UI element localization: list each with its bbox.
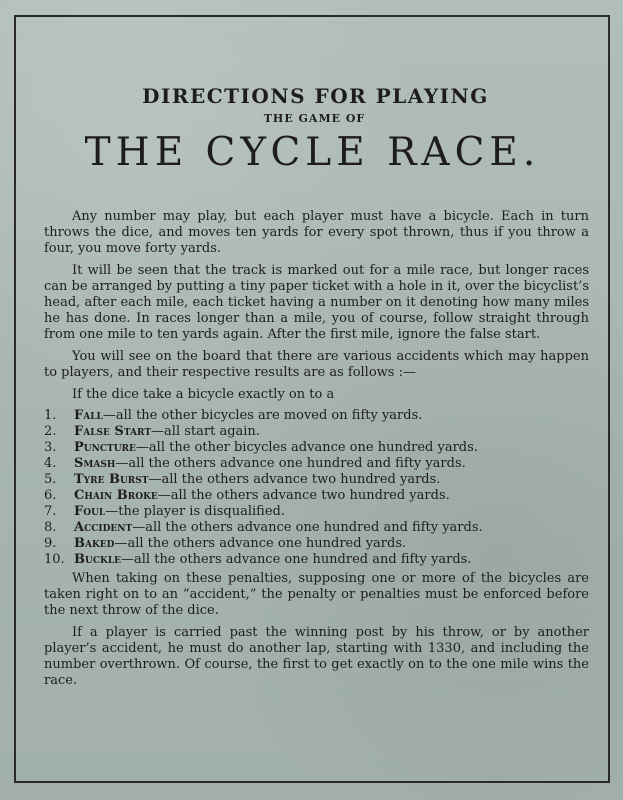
- penalty-item: [44, 552, 589, 568]
- penalty-item: [44, 440, 589, 456]
- penalty-term: Chain Broke: [74, 488, 158, 503]
- penalty-number: 10.: [44, 552, 65, 567]
- penalty-desc: —all start again.: [151, 424, 260, 439]
- penalty-term: Smash: [74, 456, 116, 471]
- penalty-desc: —all the other bicycles advance one hundred yards.: [135, 440, 478, 455]
- penalty-term: False Start: [74, 424, 152, 439]
- penalty-number: 6.: [44, 488, 57, 503]
- penalty-desc: —all the others advance one hundred and fifty yards.: [115, 456, 466, 471]
- penalty-number: 1.: [44, 408, 57, 423]
- penalty-number: 7.: [44, 504, 57, 519]
- penalty-number: 8.: [44, 520, 57, 535]
- penalty-text: [74, 472, 440, 488]
- penalty-number: 2.: [44, 424, 57, 439]
- rule-paragraph-3: You will see on the board that there are various accidents which may happen to players, and their respective results are as follows :—: [44, 349, 589, 380]
- penalty-desc: —all the others advance one hundred and fifty yards.: [132, 520, 483, 535]
- penalty-text: [74, 552, 471, 568]
- penalty-desc: —all the others advance two hundred yards.: [157, 488, 450, 503]
- penalty-item: [44, 408, 589, 424]
- penalty-text: [74, 504, 285, 520]
- penalty-term: Buckle: [74, 552, 122, 567]
- penalties-list: [44, 408, 589, 568]
- penalty-term: Foul: [74, 504, 106, 519]
- penalty-term: Puncture: [74, 440, 136, 455]
- subheading: THE GAME OF: [263, 112, 366, 125]
- penalty-term: Accident: [74, 520, 133, 535]
- penalty-item: [44, 456, 589, 472]
- penalty-term: Fall: [74, 408, 103, 423]
- penalty-desc: —all the other bicycles are moved on fifty yards.: [102, 408, 423, 423]
- penalty-item: [44, 520, 589, 536]
- penalty-desc: —all the others advance one hundred and fifty yards.: [121, 552, 472, 567]
- penalty-number: 9.: [44, 536, 57, 551]
- game-title: THE CYCLE RACE.: [84, 130, 541, 175]
- penalty-item: [44, 504, 589, 520]
- rule-paragraph-1: Any number may play, but each player must have a bicycle. Each in turn throws the dice, and moves ten yards for every spot thrown, thus if you throw a four, you move forty yards.: [44, 209, 589, 256]
- penalty-desc: —the player is disqualified.: [105, 504, 285, 519]
- penalty-text: [74, 536, 406, 552]
- rule-paragraph-2: It will be seen that the track is marked out for a mile race, but longer races can be arranged by putting a tiny paper ticket with a hole in it, over the bicyclist’s head, after each mile, each ticket having a number on it denoting how many miles he has done. In races longer than a mile, you of course, follow straight through from one mile to ten yards again. After the first mile, ignore the false start.: [44, 263, 589, 342]
- penalty-text: [74, 488, 450, 504]
- penalty-term: Tyre Burst: [74, 472, 149, 487]
- penalty-text: [74, 440, 478, 456]
- title-block: [0, 84, 623, 175]
- penalty-item: [44, 424, 589, 440]
- rule-paragraph-4: When taking on these penalties, supposing one or more of the bicycles are taken right on to an “accident,” the penalty or penalties must be enforced before the next throw of the dice.: [44, 571, 589, 618]
- penalty-number: 3.: [44, 440, 57, 455]
- penalty-text: [74, 456, 466, 472]
- main-heading: DIRECTIONS FOR PLAYING: [142, 84, 489, 108]
- penalty-desc: —all the others advance two hundred yards.: [148, 472, 441, 487]
- penalty-text: [74, 520, 483, 536]
- penalty-text: [74, 408, 422, 424]
- rule-paragraph-5: If a player is carried past the winning post by his throw, or by another player’s accident, he must do another lap, starting with 1330, and including the number overthrown. Of course, the first to get exactly on to the one mile wins the race.: [44, 625, 589, 688]
- penalty-item: [44, 472, 589, 488]
- penalty-term: Baked: [74, 536, 115, 551]
- penalty-number: 4.: [44, 456, 57, 471]
- penalty-item: [44, 488, 589, 504]
- penalty-desc: —all the others advance one hundred yards.: [114, 536, 407, 551]
- penalty-item: [44, 536, 589, 552]
- rules-text: [44, 209, 589, 695]
- penalties-intro: If the dice take a bicycle exactly on to a: [72, 387, 335, 402]
- penalty-number: 5.: [44, 472, 57, 487]
- penalty-text: [74, 424, 260, 440]
